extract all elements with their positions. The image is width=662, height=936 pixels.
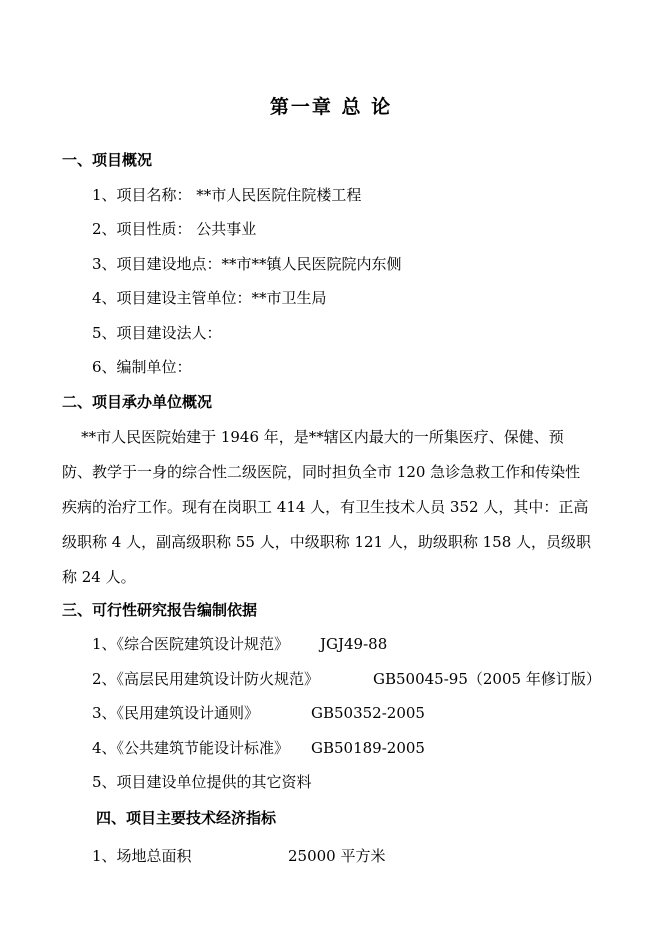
overview-item: 6、编制单位： xyxy=(92,358,192,376)
paragraph-line: 称 24 人。 xyxy=(62,568,136,586)
organization-paragraph xyxy=(62,420,602,595)
paragraph-line: 防、教学于一身的综合性二级医院，同时担负全市 120 急诊急救工作和传染性 xyxy=(62,463,581,481)
basis-item xyxy=(92,703,425,723)
paragraph-line: 级职称 4 人，副高级职称 55 人，中级职称 121 人，助级职称 158 人，员级职 xyxy=(62,533,592,551)
basis-item-code: GB50352-2005 xyxy=(311,704,425,722)
overview-item: 1、项目名称： **市人民医院住院楼工程 xyxy=(92,186,362,204)
indicator-item xyxy=(92,846,386,866)
basis-item-name: 5、项目建设单位提供的其它资料 xyxy=(92,773,312,791)
basis-item xyxy=(92,738,425,758)
chapter-title: 第一章 总 论 xyxy=(269,96,393,118)
indicator-value: 25000 平方米 xyxy=(288,847,386,865)
basis-item-name: 1、《综合医院建筑设计规范》 xyxy=(92,635,290,653)
basis-item xyxy=(92,772,312,792)
paragraph-line: **市人民医院始建于 1946 年，是**辖区内最大的一所集医疗、保健、预 xyxy=(62,428,564,446)
section-heading-organization: 二、项目承办单位概况 xyxy=(62,393,213,411)
basis-item-code: JGJ49-88 xyxy=(320,635,388,653)
basis-item-code: GB50045-95（2005 年修订版） xyxy=(373,670,601,688)
paragraph-line: 疾病的治疗工作。现有在岗职工 414 人，有卫生技术人员 352 人，其中：正高 xyxy=(62,498,589,516)
basis-item xyxy=(92,634,388,654)
basis-item-name: 2、《高层民用建筑设计防火规范》 xyxy=(92,670,320,688)
basis-item xyxy=(92,669,601,689)
overview-item: 2、项目性质： 公共事业 xyxy=(92,220,257,238)
section-heading-indicators: 四、项目主要技术经济指标 xyxy=(96,809,277,827)
indicator-name: 1、场地总面积 xyxy=(92,847,192,865)
basis-item-name: 3、《民用建筑设计通则》 xyxy=(92,704,260,722)
overview-item: 4、项目建设主管单位：**市卫生局 xyxy=(92,289,327,307)
overview-item: 3、项目建设地点：**市**镇人民医院院内东侧 xyxy=(92,255,402,273)
section-heading-overview: 一、项目概况 xyxy=(62,151,153,169)
basis-item-code: GB50189-2005 xyxy=(311,739,425,757)
overview-item: 5、项目建设法人： xyxy=(92,324,222,342)
basis-item-name: 4、《公共建筑节能设计标准》 xyxy=(92,739,290,757)
section-heading-basis: 三、可行性研究报告编制依据 xyxy=(62,601,258,619)
